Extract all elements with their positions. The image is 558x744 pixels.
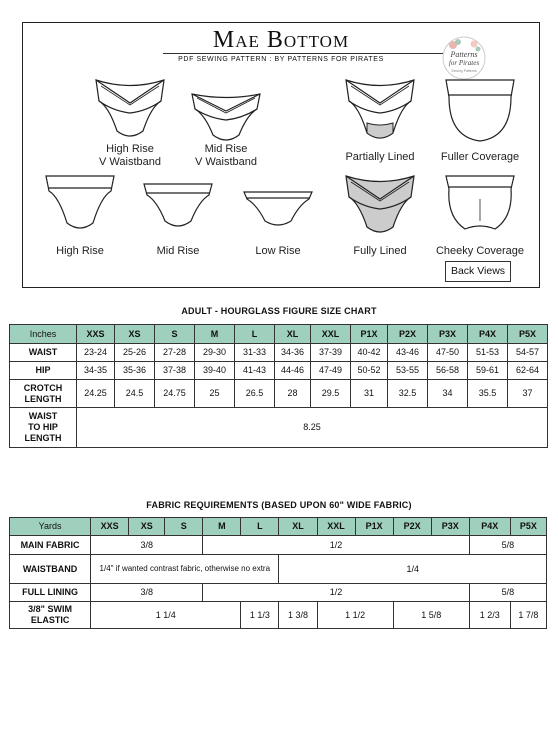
table-cell: 1 7/8 <box>510 602 546 629</box>
table-cell: 37-38 <box>155 362 195 380</box>
table-cell: 26.5 <box>235 380 275 408</box>
table-cell: 43-46 <box>388 344 428 362</box>
size-header: S <box>165 518 203 536</box>
row-label-line: TO HIP <box>28 422 58 432</box>
style-label-high-rise: High Rise <box>56 245 104 257</box>
row-label: WAISTBAND <box>10 555 91 584</box>
table-cell: 50-52 <box>351 362 388 380</box>
row-label: HIP <box>10 362 77 380</box>
size-header: S <box>155 325 195 344</box>
table-cell: 47-49 <box>311 362 351 380</box>
table-cell: 1 5/8 <box>393 602 469 629</box>
table-cell: 53-55 <box>388 362 428 380</box>
fully-lined-sketch <box>343 173 417 239</box>
title-divider <box>163 53 443 54</box>
size-chart-corner: Inches <box>10 325 77 344</box>
size-header: P5X <box>508 325 548 344</box>
row-label-line: ELASTIC <box>30 615 70 625</box>
size-chart-title: ADULT - HOURGLASS FIGURE SIZE CHART <box>181 306 377 316</box>
table-cell: 1/4" if wanted contrast fabric, otherwise no extra <box>91 555 279 584</box>
table-cell: 54-57 <box>508 344 548 362</box>
size-header: XS <box>115 325 155 344</box>
table-cell: 31-33 <box>235 344 275 362</box>
table-cell: 37-39 <box>311 344 351 362</box>
row-label <box>10 602 91 629</box>
table-cell: 44-46 <box>275 362 311 380</box>
table-cell: 35.5 <box>468 380 508 408</box>
mid-rise-sketch <box>141 181 215 235</box>
style-label-fuller-coverage: Fuller Coverage <box>440 151 520 163</box>
hip-row <box>10 362 548 380</box>
size-header: XXS <box>77 325 115 344</box>
row-label <box>10 380 77 408</box>
size-header: P1X <box>351 325 388 344</box>
fuller-coverage-sketch <box>443 77 517 145</box>
style-label-fully-lined: Fully Lined <box>353 245 407 257</box>
table-cell: 51-53 <box>468 344 508 362</box>
table-cell: 8.25 <box>77 408 548 448</box>
table-cell: 24.75 <box>155 380 195 408</box>
fabric-chart-table <box>9 517 547 629</box>
size-header: XXL <box>311 325 351 344</box>
logo-text-2: for Pirates <box>448 59 480 67</box>
row-label-line: LENGTH <box>24 393 62 404</box>
table-cell: 5/8 <box>469 536 546 555</box>
crotch-length-row <box>10 380 548 408</box>
logo-text-3: Sewing Patterns <box>451 69 477 73</box>
size-header: XXL <box>317 518 355 536</box>
table-cell: 1/2 <box>203 536 469 555</box>
table-cell: 1/2 <box>203 584 469 602</box>
table-cell: 1 1/3 <box>241 602 279 629</box>
cheeky-coverage-sketch <box>443 173 517 237</box>
table-cell: 1 1/2 <box>317 602 393 629</box>
style-label-line: High Rise <box>106 143 154 155</box>
size-header: P1X <box>355 518 393 536</box>
row-label-line: 3/8" SWIM <box>28 604 72 614</box>
size-header: P2X <box>393 518 431 536</box>
table-cell: 35-36 <box>115 362 155 380</box>
style-label-partially-lined: Partially Lined <box>345 151 415 163</box>
table-cell: 32.5 <box>388 380 428 408</box>
size-header: P3X <box>428 325 468 344</box>
row-label: MAIN FABRIC <box>10 536 91 555</box>
mid-rise-v-waistband-sketch <box>189 91 263 149</box>
table-cell: 39-40 <box>195 362 235 380</box>
table-cell: 56-58 <box>428 362 468 380</box>
high-rise-v-waistband-sketch <box>93 77 167 145</box>
style-label-cheeky-coverage: Cheeky Coverage <box>435 245 525 257</box>
table-cell: 23-24 <box>77 344 115 362</box>
table-cell: 47-50 <box>428 344 468 362</box>
size-header: XL <box>279 518 317 536</box>
high-rise-sketch <box>43 173 117 237</box>
table-cell: 24.25 <box>77 380 115 408</box>
main-fabric-row <box>10 536 547 555</box>
low-rise-sketch <box>241 189 315 233</box>
table-cell: 29.5 <box>311 380 351 408</box>
table-cell: 1 3/8 <box>279 602 317 629</box>
pattern-card <box>22 22 540 288</box>
size-header: XL <box>275 325 311 344</box>
table-cell: 1/4 <box>279 555 547 584</box>
table-cell: 31 <box>351 380 388 408</box>
partially-lined-sketch <box>343 77 417 149</box>
table-cell: 29-30 <box>195 344 235 362</box>
size-header: P2X <box>388 325 428 344</box>
waist-to-hip-row <box>10 408 548 448</box>
size-header: XXS <box>91 518 129 536</box>
table-cell: 41-43 <box>235 362 275 380</box>
size-header: XS <box>129 518 165 536</box>
table-cell: 27-28 <box>155 344 195 362</box>
row-label-line: WAIST <box>28 411 58 421</box>
table-cell: 37 <box>508 380 548 408</box>
size-header: M <box>195 325 235 344</box>
style-label-line: V Waistband <box>99 156 161 168</box>
size-header: P4X <box>469 518 510 536</box>
table-cell: 5/8 <box>469 584 546 602</box>
style-label-line: Mid Rise <box>204 143 248 155</box>
row-label: FULL LINING <box>10 584 91 602</box>
table-cell: 34 <box>428 380 468 408</box>
row-label-line: LENGTH <box>24 433 62 443</box>
size-header: L <box>241 518 279 536</box>
style-label-low-rise: Low Rise <box>255 245 301 257</box>
fabric-chart-title: FABRIC REQUIREMENTS (BASED UPON 60" WIDE FABRIC) <box>146 500 412 510</box>
size-chart-table <box>9 324 548 448</box>
size-header: M <box>203 518 241 536</box>
table-cell: 1 1/4 <box>91 602 241 629</box>
row-label <box>10 408 77 448</box>
back-views-label: Back Views <box>445 261 511 282</box>
style-label-mid-rise-v <box>185 143 267 169</box>
table-cell: 1 2/3 <box>469 602 510 629</box>
waistband-row <box>10 555 547 584</box>
pattern-subtitle: PDF SEWING PATTERN : BY PATTERNS FOR PIRATES <box>178 56 384 63</box>
table-cell: 62-64 <box>508 362 548 380</box>
row-label: WAIST <box>10 344 77 362</box>
table-cell: 59-61 <box>468 362 508 380</box>
style-label-line: V Waistband <box>195 156 257 168</box>
swim-elastic-row <box>10 602 547 629</box>
full-lining-row <box>10 584 547 602</box>
table-cell: 25 <box>195 380 235 408</box>
row-label-line: CROTCH <box>23 382 63 393</box>
table-cell: 25-26 <box>115 344 155 362</box>
size-header-row <box>10 325 548 344</box>
style-label-mid-rise: Mid Rise <box>156 245 200 257</box>
brand-logo <box>441 35 487 81</box>
table-cell: 28 <box>275 380 311 408</box>
pattern-title: Mae Bottom <box>212 27 350 53</box>
table-cell: 40-42 <box>351 344 388 362</box>
logo-text-1: Patterns <box>450 50 478 59</box>
table-cell: 34-36 <box>275 344 311 362</box>
style-label-high-rise-v <box>89 143 171 169</box>
size-header: P3X <box>431 518 469 536</box>
waist-row <box>10 344 548 362</box>
size-header: L <box>235 325 275 344</box>
table-cell: 3/8 <box>91 584 203 602</box>
table-cell: 24.5 <box>115 380 155 408</box>
size-header: P5X <box>510 518 546 536</box>
size-header: P4X <box>468 325 508 344</box>
fabric-header-row <box>10 518 547 536</box>
fabric-chart-corner: Yards <box>10 518 91 536</box>
table-cell: 34-35 <box>77 362 115 380</box>
table-cell: 3/8 <box>91 536 203 555</box>
